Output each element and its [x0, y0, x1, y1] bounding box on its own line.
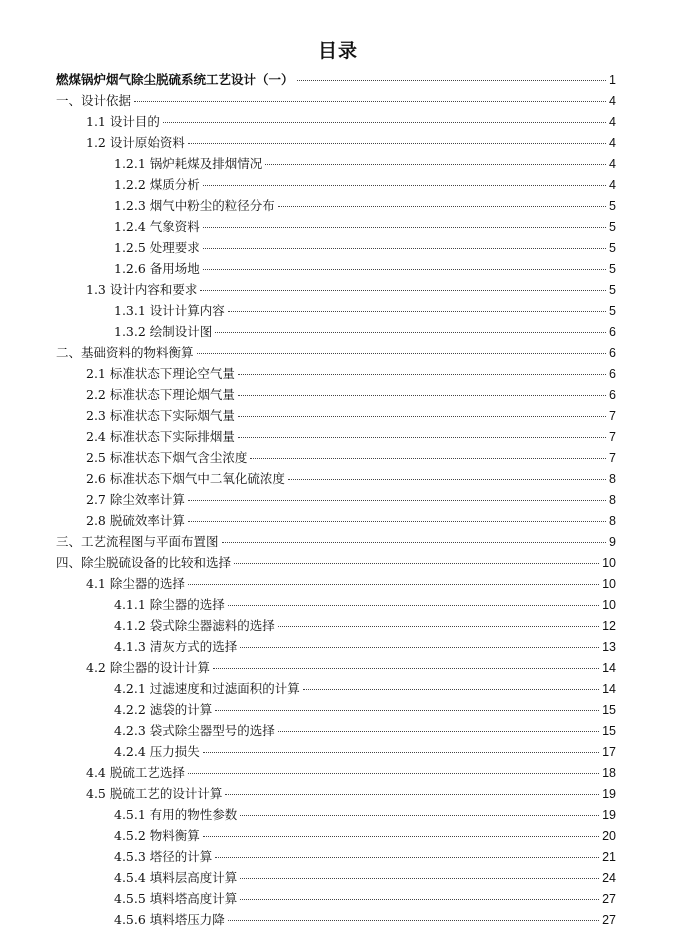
toc-dot-leader — [188, 500, 606, 501]
toc-entry-title: 2.1 标准状态下理论空气量 — [86, 366, 235, 381]
toc-page-number: 27 — [602, 892, 616, 906]
toc-page-number: 10 — [602, 556, 616, 570]
toc-dot-leader — [188, 773, 599, 774]
page-title: 目录 — [317, 40, 358, 62]
toc-entry-title: 4.1.2 袋式除尘器滤料的选择 — [114, 618, 275, 633]
toc-dot-leader — [240, 878, 599, 879]
toc-entry-title: 1.3.2 绘制设计图 — [114, 324, 213, 339]
toc-entry-title: 4.5.4 填料层高度计算 — [114, 870, 238, 885]
toc-dot-leader — [238, 437, 606, 438]
toc-entry-title: 2.5 标准状态下烟气含尘浓度 — [86, 450, 248, 465]
toc-page-number: 4 — [609, 115, 616, 129]
toc-entry[interactable] — [114, 153, 616, 174]
toc-dot-leader — [203, 185, 606, 186]
toc-page-number: 19 — [602, 787, 616, 801]
toc-entry[interactable] — [114, 867, 616, 888]
toc-entry[interactable] — [56, 531, 616, 552]
toc-dot-leader — [197, 353, 607, 354]
toc-dot-leader — [228, 605, 599, 606]
toc-dot-leader — [188, 584, 599, 585]
toc-page-number: 18 — [602, 766, 616, 780]
toc-dot-leader — [203, 227, 606, 228]
toc-dot-leader — [225, 794, 599, 795]
toc-entry[interactable] — [114, 594, 616, 615]
toc-page-number: 20 — [602, 829, 616, 843]
toc-entry-title: 2.2 标准状态下理论烟气量 — [86, 387, 235, 402]
toc-entry[interactable] — [114, 888, 616, 909]
toc-entry[interactable] — [114, 636, 616, 657]
toc-entry-title: 4.2.2 滤袋的计算 — [114, 702, 213, 717]
toc-dot-leader — [265, 164, 606, 165]
toc-entry-title: 2.6 标准状态下烟气中二氧化硫浓度 — [86, 471, 285, 486]
toc-entry-title: 1.2.4 气象资料 — [114, 219, 200, 234]
toc-entry[interactable] — [114, 300, 616, 321]
toc-page-number: 1 — [609, 73, 616, 87]
toc-dot-leader — [238, 395, 606, 396]
toc-page-number: 10 — [602, 598, 616, 612]
toc-entry[interactable] — [114, 216, 616, 237]
toc-page-number: 24 — [602, 871, 616, 885]
toc-entry-title: 4.1.1 除尘器的选择 — [114, 597, 225, 612]
toc-entry-title: 燃煤锅炉烟气除尘脱硫系统工艺设计（一） — [56, 72, 294, 87]
toc-page-number: 5 — [609, 283, 616, 297]
toc-entry[interactable] — [114, 909, 616, 930]
toc-entry-title: 1.1 设计目的 — [86, 114, 160, 129]
toc-page-number: 12 — [602, 619, 616, 633]
toc-page-number: 5 — [609, 241, 616, 255]
toc-page-number: 6 — [609, 388, 616, 402]
toc-entry-title: 1.3.1 设计计算内容 — [114, 303, 225, 318]
toc-entry[interactable] — [114, 825, 616, 846]
toc-entry-title: 4.5 脱硫工艺的设计计算 — [86, 786, 223, 801]
toc-dot-leader — [240, 647, 599, 648]
toc-entry-title: 4.5.2 物料衡算 — [114, 828, 200, 843]
toc-entry-title: 二、基础资料的物料衡算 — [56, 345, 194, 360]
toc-dot-leader — [278, 626, 599, 627]
toc-page-number: 10 — [602, 577, 616, 591]
toc-entry-title: 4.1 除尘器的选择 — [86, 576, 185, 591]
toc-page-number: 14 — [602, 661, 616, 675]
toc-entry-title: 4.4 脱硫工艺选择 — [86, 765, 185, 780]
toc-dot-leader — [215, 857, 599, 858]
toc-page-number: 4 — [609, 94, 616, 108]
toc-entry-title: 1.2.6 备用场地 — [114, 261, 200, 276]
toc-entry[interactable] — [114, 720, 616, 741]
toc-dot-leader — [278, 731, 599, 732]
toc-entry-title: 4.5.5 填料塔高度计算 — [114, 891, 238, 906]
toc-page-number: 5 — [609, 220, 616, 234]
toc-page-number: 4 — [609, 136, 616, 150]
toc-entry-title: 2.4 标准状态下实际排烟量 — [86, 429, 235, 444]
toc-dot-leader — [188, 521, 606, 522]
toc-dot-leader — [297, 80, 607, 81]
toc-entry[interactable] — [56, 90, 616, 111]
toc-dot-leader — [234, 563, 599, 564]
toc-page-number: 7 — [609, 409, 616, 423]
toc-entry[interactable] — [114, 741, 616, 762]
toc-page-number: 15 — [602, 724, 616, 738]
toc-entry[interactable] — [86, 132, 616, 153]
toc-entry-title: 4.2.1 过滤速度和过滤面积的计算 — [114, 681, 300, 696]
toc-page-number: 19 — [602, 808, 616, 822]
toc-dot-leader — [278, 206, 606, 207]
toc-entry-title: 2.3 标准状态下实际烟气量 — [86, 408, 235, 423]
toc-entry-title: 4.2 除尘器的设计计算 — [86, 660, 210, 675]
toc-entry[interactable] — [86, 363, 616, 384]
toc-entry[interactable] — [114, 237, 616, 258]
toc-page-number: 6 — [609, 346, 616, 360]
toc-entry-title: 1.2.2 煤质分析 — [114, 177, 200, 192]
toc-entry-title: 四、除尘脱硫设备的比较和选择 — [56, 555, 232, 570]
toc-entry[interactable] — [86, 657, 616, 678]
toc-entry[interactable] — [86, 573, 616, 594]
toc-entry[interactable] — [86, 447, 616, 468]
toc-entry-title: 1.2 设计原始资料 — [86, 135, 185, 150]
toc-dot-leader — [238, 374, 606, 375]
toc-page-number: 5 — [609, 199, 616, 213]
toc-page-number: 7 — [609, 451, 616, 465]
toc-entry[interactable] — [86, 384, 616, 405]
toc-entry[interactable] — [114, 678, 616, 699]
toc-entry[interactable] — [86, 111, 616, 132]
toc-page-number: 8 — [609, 493, 616, 507]
toc-entry-title: 4.5.6 填料塔压力降 — [114, 912, 225, 927]
toc-page-number: 8 — [609, 514, 616, 528]
toc-entry[interactable] — [114, 846, 616, 867]
toc-dot-leader — [238, 416, 606, 417]
toc-entry-title: 三、工艺流程图与平面布置图 — [56, 534, 219, 549]
toc-entry-title: 4.2.3 袋式除尘器型号的选择 — [114, 723, 275, 738]
toc-dot-leader — [163, 122, 606, 123]
toc-entry-title: 4.5.1 有用的物性参数 — [114, 807, 238, 822]
toc-dot-leader — [134, 101, 606, 102]
toc-dot-leader — [213, 668, 599, 669]
toc-entry[interactable] — [114, 321, 616, 342]
toc-entry-title: 2.7 除尘效率计算 — [86, 492, 185, 507]
toc-page-number: 14 — [602, 682, 616, 696]
toc-page-number: 27 — [602, 913, 616, 927]
toc-page-number: 15 — [602, 703, 616, 717]
toc-dot-leader — [215, 710, 599, 711]
toc-entry-title: 4.5.3 塔径的计算 — [114, 849, 213, 864]
toc-entry[interactable] — [56, 69, 616, 90]
toc-entry[interactable] — [114, 174, 616, 195]
toc-entry[interactable] — [114, 195, 616, 216]
toc-entry[interactable] — [86, 510, 616, 531]
toc-entry[interactable] — [56, 552, 616, 573]
toc-dot-leader — [240, 815, 599, 816]
toc-dot-leader — [240, 899, 599, 900]
toc-entry[interactable] — [86, 468, 616, 489]
toc-dot-leader — [188, 143, 606, 144]
toc-entry[interactable] — [56, 342, 616, 363]
toc-dot-leader — [228, 311, 606, 312]
toc-page-number: 4 — [609, 178, 616, 192]
toc-entry[interactable] — [86, 489, 616, 510]
toc-entry[interactable] — [86, 279, 616, 300]
toc-page-number: 6 — [609, 367, 616, 381]
toc-entry-title: 一、设计依据 — [56, 93, 132, 108]
toc-entry[interactable] — [114, 804, 616, 825]
toc-entry-title: 1.2.1 锅炉耗煤及排烟情况 — [114, 156, 263, 171]
toc-dot-leader — [303, 689, 599, 690]
toc-dot-leader — [203, 836, 599, 837]
toc-dot-leader — [203, 752, 599, 753]
toc-entry-title: 1.2.5 处理要求 — [114, 240, 200, 255]
toc-entry[interactable] — [86, 783, 616, 804]
toc-page-number: 21 — [602, 850, 616, 864]
toc-entry[interactable] — [86, 762, 616, 783]
toc-entry[interactable] — [114, 699, 616, 720]
toc-entry-title: 4.1.3 清灰方式的选择 — [114, 639, 238, 654]
toc-page-number: 4 — [609, 157, 616, 171]
toc-dot-leader — [250, 458, 606, 459]
toc-page-number: 5 — [609, 304, 616, 318]
toc-dot-leader — [203, 248, 606, 249]
toc-dot-leader — [200, 290, 606, 291]
toc-page-number: 6 — [609, 325, 616, 339]
toc-page-number: 13 — [602, 640, 616, 654]
toc-entry-title: 1.2.3 烟气中粉尘的粒径分布 — [114, 198, 275, 213]
toc-entry[interactable] — [86, 426, 616, 447]
toc-entry[interactable] — [114, 258, 616, 279]
toc-dot-leader — [288, 479, 606, 480]
toc-entry-title: 4.2.4 压力损失 — [114, 744, 200, 759]
toc-entry-title: 2.8 脱硫效率计算 — [86, 513, 185, 528]
toc-page-number: 8 — [609, 472, 616, 486]
toc-dot-leader — [203, 269, 606, 270]
toc-page-number: 17 — [602, 745, 616, 759]
toc-entry[interactable] — [86, 405, 616, 426]
toc-entry[interactable] — [114, 615, 616, 636]
toc-page-number: 5 — [609, 262, 616, 276]
toc-entry-title: 1.3 设计内容和要求 — [86, 282, 198, 297]
toc-page-number: 7 — [609, 430, 616, 444]
toc-dot-leader — [222, 542, 607, 543]
toc-dot-leader — [215, 332, 606, 333]
toc-dot-leader — [228, 920, 599, 921]
toc-page-number: 9 — [609, 535, 616, 549]
